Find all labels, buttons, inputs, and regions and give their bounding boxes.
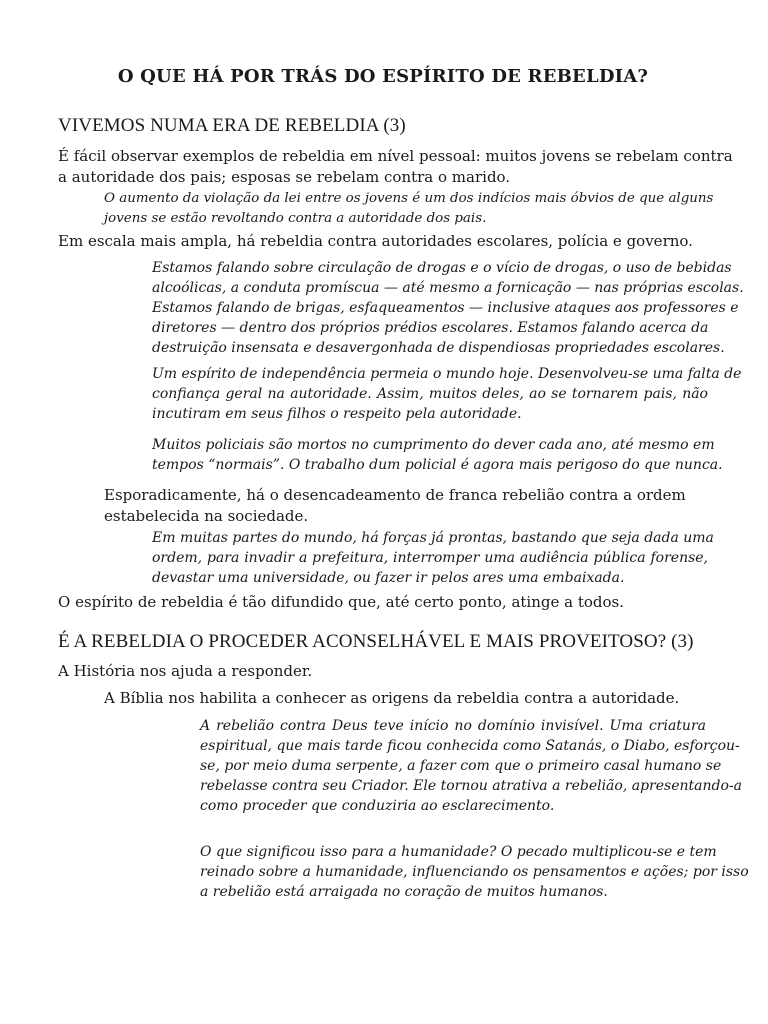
document-title: O QUE HÁ POR TRÁS DO ESPÍRITO DE REBELDIA?: [117, 66, 649, 87]
quote-line: como proceder que conduziria ao esclarecimento.: [200, 798, 555, 814]
quote-ready-forces: [152, 528, 714, 588]
quote-line: Em muitas partes do mundo, há forças já prontas, bastando que seja dada uma: [152, 530, 714, 546]
section-heading-era-rebeldia: VIVEMOS NUMA ERA DE REBELDIA (3): [58, 115, 406, 136]
quote-line: jovens se estão revoltando contra a autoridade dos pais.: [104, 211, 487, 226]
quote-school-problems: [152, 258, 744, 358]
paragraph-line: Esporadicamente, há o desencadeamento de franca rebelião contra a ordem: [104, 486, 686, 504]
quote-line: Estamos falando sobre circulação de drogas e o vício de drogas, o uso de bebidas: [152, 260, 732, 276]
quote-line: incutiram em seus filhos o respeito pela autoridade.: [152, 406, 522, 422]
quote-line: a rebelião está arraigada no coração de muitos humanos.: [200, 884, 608, 900]
paragraph-sporadic-rebellion: [104, 485, 714, 527]
paragraph-line: a autoridade dos pais; esposas se rebelam contra o marido.: [58, 168, 511, 186]
quote-invisible-realm: [200, 716, 742, 816]
quote-line: A rebelião contra Deus teve início no domínio invisível. Uma criatura: [200, 718, 706, 734]
quote-line: rebelasse contra seu Criador. Ele tornou atrativa a rebelião, apresentando-a: [200, 778, 742, 794]
quote-line: se, por meio duma serpente, a fazer com que o primeiro casal humano se: [200, 758, 722, 774]
quote-line: destruição insensata e desavergonhada de dispendiosas propriedades escolares.: [152, 340, 725, 356]
paragraph-history-helps: A História nos ajuda a responder.: [58, 662, 313, 680]
quote-independence-spirit: [152, 364, 742, 424]
paragraph-personal-rebellion: [58, 146, 733, 188]
paragraph-line: estabelecida na sociedade.: [104, 507, 309, 525]
quote-line: diretores — dentro dos próprios prédios escolares. Estamos falando acerca da: [152, 320, 709, 336]
quote-line: alcoólicas, a conduta promíscua — até mesmo a fornicação — nas próprias escolas.: [152, 280, 744, 296]
quote-line: devastar uma universidade, ou fazer ir pelos ares uma embaixada.: [152, 570, 625, 586]
quote-line: ordem, para invadir a prefeitura, interromper uma audiência pública forense,: [152, 550, 708, 566]
paragraph-line: É fácil observar exemplos de rebeldia em nível pessoal: muitos jovens se rebelam contra: [58, 147, 733, 165]
quote-line: Estamos falando de brigas, esfaqueamentos — inclusive ataques aos professores e: [152, 300, 739, 316]
quote-line: espiritual, que mais tarde ficou conhecida como Satanás, o Diabo, esforçou-: [200, 738, 740, 754]
quote-police-danger: [152, 435, 723, 475]
quote-youth-violence: [104, 189, 714, 229]
quote-line: tempos “normais”. O trabalho dum policial é agora mais perigoso do que nunca.: [152, 457, 723, 473]
paragraph-bible-origins: A Bíblia nos habilita a conhecer as origens da rebeldia contra a autoridade.: [104, 689, 680, 707]
quote-line: O aumento da violação da lei entre os jovens é um dos indícios mais óbvios de que alguns: [104, 191, 714, 206]
quote-line: Um espírito de independência permeia o mundo hoje. Desenvolveu-se uma falta de: [152, 366, 742, 382]
quote-line: reinado sobre a humanidade, influenciando os pensamentos e ações; por isso: [200, 864, 749, 880]
paragraph-wider-rebellion: Em escala mais ampla, há rebeldia contra autoridades escolares, polícia e governo.: [58, 232, 693, 250]
section-heading-rebellion-advisable: É A REBELDIA O PROCEDER ACONSELHÁVEL E MAIS PROVEITOSO? (3): [58, 631, 694, 652]
quote-line: O que significou isso para a humanidade? O pecado multiplicou-se e tem: [200, 844, 717, 860]
paragraph-widespread-spirit: O espírito de rebeldia é tão difundido que, até certo ponto, atinge a todos.: [58, 593, 625, 611]
quote-line: confiança geral na autoridade. Assim, muitos deles, ao se tornarem pais, não: [152, 386, 708, 402]
quote-line: Muitos policiais são mortos no cumprimento do dever cada ano, até mesmo em: [152, 437, 715, 453]
quote-sin-multiplied: [200, 842, 749, 902]
